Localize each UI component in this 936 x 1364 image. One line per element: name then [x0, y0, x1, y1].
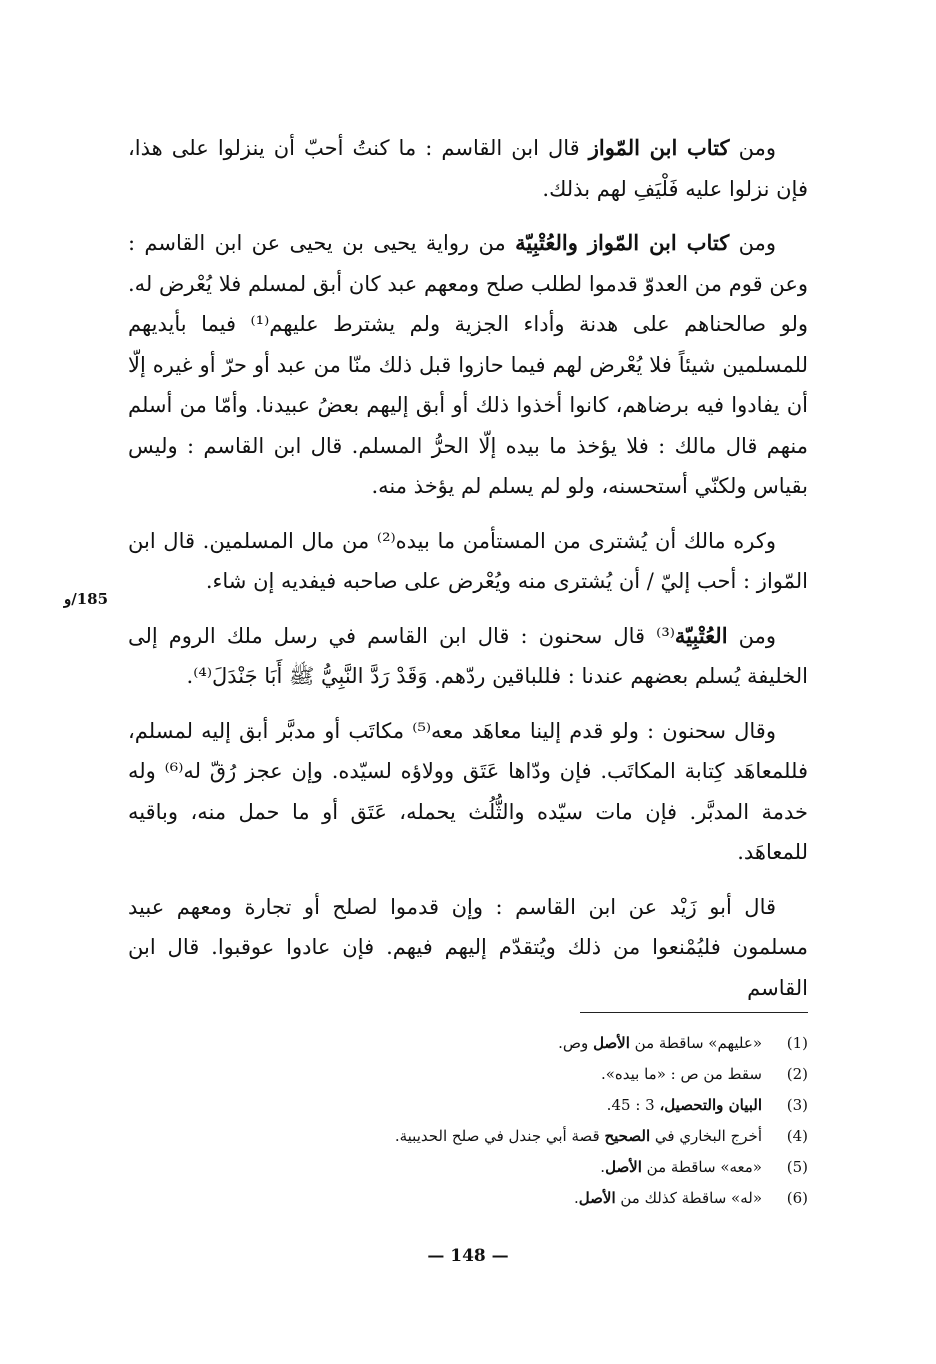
text-run: أخرج البخاري في	[650, 1127, 762, 1145]
text-run: ومن	[729, 136, 776, 160]
paragraph-6	[128, 887, 808, 1009]
text-run: قال أبو زَيْد عن ابن القاسم : وإن قدموا لصلح أو تجارة ومعهم عبيد مسلمون فليُمْنعوا من ذلك ويُتقدّم إليهم فيهم. فإن عادوا عوقبوا. قال ابن القاسم	[128, 894, 808, 1000]
text-run: ⁽³⁾ قال سحنون : قال ابن القاسم في رسل ملك الروم إلى الخليفة يُسلم بعضهم عندنا : فللباقين ردّهم. وَقَدْ رَدَّ النَّبِيُّ ﷺ أَبَا جَنْدَلَ⁽⁴⁾.	[128, 623, 808, 688]
text-run: ومن	[727, 623, 776, 648]
text-run: قصة أبي جندل في صلح الحديبية.	[394, 1127, 605, 1145]
footnote-text	[601, 1059, 762, 1090]
source-name: البيان والتحصيل،	[659, 1096, 762, 1114]
source-name: الصحيح	[604, 1127, 651, 1145]
source-name: الأصل	[593, 1034, 630, 1052]
footnote-1	[300, 1028, 808, 1059]
footnote-divider	[580, 1012, 808, 1013]
text-run: وص.	[558, 1034, 594, 1052]
paragraph-1	[128, 128, 808, 209]
text-run: وقال سحنون : ولو قدم إلينا معاهَد معه⁽⁵⁾ مكاتَب أو مدبَّر أبق إليه لمسلم، فللمعاهَد كِتابة المكاتَب. فإن ودّاها عَتَق وولاؤه لسيّده. وإن عجز رُقّ له⁽⁶⁾ وله خدمة المدبَّر. فإن مات سيّده والثُّلُث يحمله، عَتَق أو ما حمل منه، وباقيه للمعاهَد.	[128, 718, 808, 864]
footnote-text	[600, 1152, 762, 1183]
paragraph-5	[128, 711, 808, 873]
footnote-6	[300, 1183, 808, 1214]
text-run: .	[574, 1189, 579, 1207]
footnote-number: (2)	[786, 1065, 808, 1083]
footnote-number: (6)	[786, 1189, 808, 1207]
text-run: «معه» ساقطة من	[641, 1158, 762, 1176]
footnote-number: (1)	[786, 1034, 808, 1052]
text-run: قال ابن القاسم : ما كنتُ أحبّ أن ينزلوا على هذا، فإن نزلوا عليه فَلْيَفِ لهم بذلك.	[128, 136, 808, 201]
footnote-text	[607, 1090, 762, 1121]
main-text	[128, 128, 808, 1022]
book-title: العُتْبِيّة	[674, 622, 728, 648]
text-run: سقط من ص : «ما بيده».	[600, 1065, 762, 1083]
footnote-number: (5)	[786, 1158, 808, 1176]
text-run: «له» ساقطة كذلك من	[615, 1189, 762, 1207]
footnotes	[300, 1028, 808, 1214]
footnote-5	[300, 1152, 808, 1183]
paragraph-3	[128, 521, 808, 602]
folio-margin-note: 185/و	[64, 590, 109, 608]
page-number: — 148 —	[427, 1246, 509, 1266]
paragraph-2	[128, 223, 808, 507]
text-run: ومن	[729, 231, 776, 255]
footnote-number: (3)	[786, 1096, 808, 1114]
book-title: كتاب ابن المّواز والعُتْبِيّة	[515, 230, 730, 255]
footnote-number: (4)	[786, 1127, 808, 1145]
text-run: 3 : 45.	[606, 1096, 660, 1114]
text-run: «عليهم» ساقطة من	[629, 1034, 762, 1052]
text-run: وكره مالك أن يُشترى من المستأمن ما بيده⁽²⁾ من مال المسلمين. قال ابن المّواز : أحب إليّ / أن يُشترى منه ويُعْرض على صاحبه فيفديه إن شاء.	[128, 528, 808, 593]
footnote-text	[395, 1121, 762, 1152]
footnote-4	[300, 1121, 808, 1152]
footnote-2	[300, 1059, 808, 1090]
footnote-text	[558, 1028, 762, 1059]
text-run: من رواية يحيى بن يحيى عن ابن القاسم : وعن قوم من العدوّ قدموا لطلب صلح ومعهم عبد كان أبق لمسلم فلا يُعْرض له. ولو صالحناهم على هدنة وأداء الجزية ولم يشترط عليهم⁽¹⁾ فيما بأيديهم للمسلمين شيئاً فلا يُعْرض لهم فيما حازوا قبل ذلك منّا من عبد أو حرّ أو غيره إلّا أن يفادوا فيه برضاهم، كانوا أخذوا ذلك أو أبق إليهم بعضُ عبيدنا. وأمّا من أسلم منهم قال مالك : فلا يؤخذ ما بيده إلّا الحرُّ المسلم. قال ابن القاسم : وليس بقياس ولكنّي أستحسنه، ولو لم يسلم لم يؤخذ منه.	[128, 231, 808, 498]
footnote-3	[300, 1090, 808, 1121]
book-title: كتاب ابن المّواز	[588, 135, 730, 160]
footnote-text	[574, 1183, 762, 1214]
source-name: الأصل	[578, 1189, 616, 1207]
paragraph-4	[128, 616, 808, 697]
source-name: الأصل	[605, 1158, 642, 1176]
text-run: .	[600, 1158, 606, 1176]
